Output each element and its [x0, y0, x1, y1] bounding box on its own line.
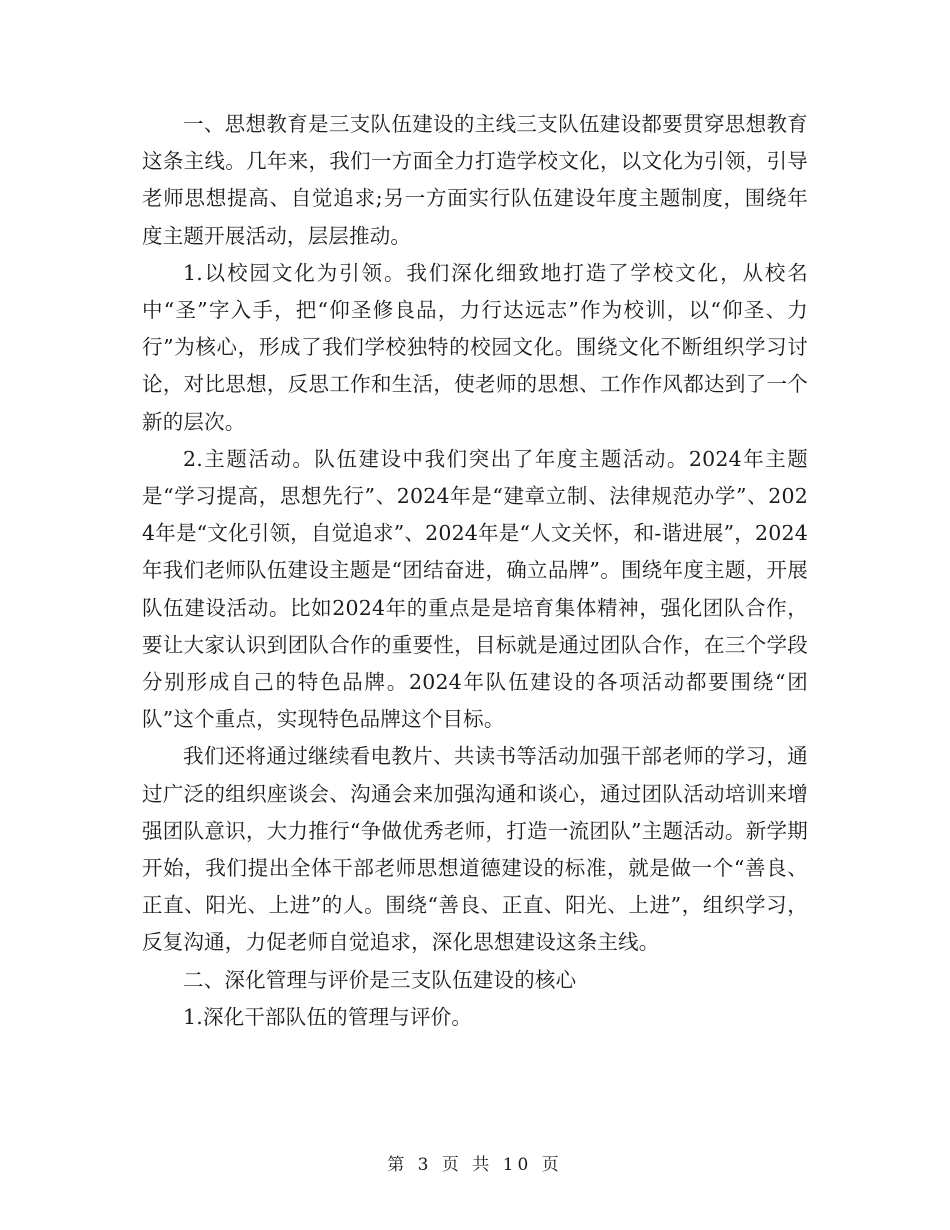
body-text: [142, 106, 808, 1036]
subheading-cadre-management: 1.深化干部队伍的管理与评价。: [183, 1004, 473, 1029]
paragraph-section-one-intro: 一、思想教育是三支队伍建设的主线三支队伍建设都要贯穿思想教育这条主线。几年来，我们一方面全力打造学校文化，以文化为引领，引导老师思想提高、自觉追求;另一方面实行队伍建设年度主题制度，围绕年度主题开展活动，层层推动。: [142, 112, 808, 248]
paragraph-theme-activities: 2.主题活动。队伍建设中我们突出了年度主题活动。2024年主题是“学习提高，思想先行”、2024年是“建章立制、法律规范办学”、2024年是“文化引领，自觉追求”、2024年是“人文关怀，和-谐进展”，2024年我们老师队伍建设主题是“团结奋进，确立品牌”。围绕年度主题，开展队伍建设活动。比如2024年的重点是是培育集体精神，强化团队合作，要让大家认识到团队合作的重要性，目标就是通过团队合作，在三个学段分别形成自己的特色品牌。2024年队伍建设的各项活动都要围绕“团队”这个重点，实现特色品牌这个目标。: [142, 446, 808, 732]
paragraph-further-activities: 我们还将通过继续看电教片、共读书等活动加强干部老师的学习，通过广泛的组织座谈会、沟通会来加强沟通和谈心，通过团队活动培训来增强团队意识，大力推行“争做优秀老师，打造一流团队”主题活动。新学期开始，我们提出全体干部老师思想道德建设的标准，就是做一个“善良、正直、阳光、上进”的人。围绕“善良、正直、阳光、上进”，组织学习，反复沟通，力促老师自觉追求，深化思想建设这条主线。: [142, 744, 808, 955]
heading-section-two: 二、深化管理与评价是三支队伍建设的核心: [183, 967, 577, 992]
paragraph-campus-culture: 1.以校园文化为引领。我们深化细致地打造了学校文化，从校名中“圣”字入手，把“仰圣修良品，力行达远志”作为校训，以“仰圣、力行”为核心，形成了我们学校独特的校园文化。围绕文化不断组织学习讨论，对比思想，反思工作和生活，使老师的思想、工作作风都达到了一个新的层次。: [142, 260, 808, 434]
page-number-footer: 第 3 页 共 10 页: [387, 1155, 563, 1175]
